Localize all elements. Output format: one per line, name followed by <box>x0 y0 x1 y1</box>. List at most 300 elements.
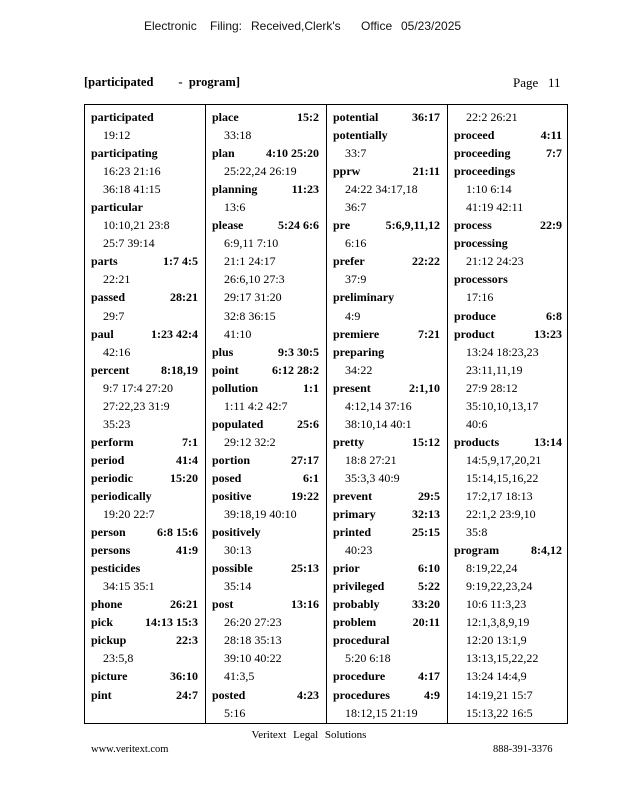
index-entry <box>333 343 447 379</box>
index-page-refs: 25:6 <box>297 416 319 431</box>
index-page-refs: 32:13 <box>412 507 440 522</box>
index-entry <box>454 270 569 306</box>
index-page-refs: 2:1,10 <box>409 380 440 395</box>
index-page-refs: 15:13,22 16:5 <box>466 705 533 720</box>
index-page-refs: 26:20 27:23 <box>224 615 282 630</box>
index-term: probably <box>333 597 380 612</box>
index-term-line <box>91 433 205 451</box>
index-page-refs: 9:7 17:4 27:20 <box>103 380 174 395</box>
index-term: procedural <box>333 633 390 648</box>
index-term-line <box>333 613 447 631</box>
index-entry <box>212 379 326 415</box>
index-page-refs: 24:7 <box>176 687 198 702</box>
index-term: picture <box>91 669 128 684</box>
index-term-line <box>91 541 205 559</box>
index-entry <box>91 288 205 324</box>
index-page-refs: 21:12 24:23 <box>466 254 524 269</box>
index-entry <box>91 325 205 361</box>
index-entry <box>333 487 447 505</box>
index-page-refs: 1:1 <box>303 380 319 395</box>
index-term-line <box>91 361 205 379</box>
index-page-refs: 33:7 <box>345 146 367 161</box>
index-entry <box>333 559 447 577</box>
index-page-refs: 24:22 34:17,18 <box>345 182 418 197</box>
index-term-line <box>333 523 447 541</box>
index-page-refs: 4:11 <box>540 128 562 143</box>
page-number: Page 11 <box>513 75 561 90</box>
index-entry <box>333 379 447 433</box>
index-page-refs: 10:6 11:3,23 <box>466 597 527 612</box>
index-term: primary <box>333 507 376 522</box>
index-term: percent <box>91 362 130 377</box>
index-page-refs: 13:23 <box>534 326 562 341</box>
index-entry <box>212 180 326 216</box>
index-entry <box>212 469 326 487</box>
index-term: particular <box>91 200 143 215</box>
index-page-refs: 4:10 25:20 <box>266 146 319 161</box>
index-term: please <box>212 218 244 233</box>
index-entry <box>91 595 205 613</box>
index-page-refs: 4:9 <box>424 687 440 702</box>
index-term-line <box>454 234 569 252</box>
index-term-line <box>212 379 326 397</box>
index-page-refs: 22:3 <box>176 633 198 648</box>
index-page-refs: 29:7 <box>103 308 125 323</box>
filing-date: 05/23/2025 <box>401 19 462 33</box>
index-entry <box>91 523 205 541</box>
index-entry <box>212 523 326 559</box>
index-page-refs: 23:5,8 <box>103 651 134 666</box>
index-term: positive <box>212 488 252 503</box>
index-page-refs: 15:20 <box>170 470 198 485</box>
index-term-line <box>212 361 326 379</box>
index-entry <box>333 631 447 667</box>
index-term: pretty <box>333 434 365 449</box>
index-page-refs: 18:12,15 21:19 <box>345 705 418 720</box>
index-term-line <box>333 108 447 126</box>
index-page-refs: 36:10 <box>170 669 198 684</box>
index-term: procedure <box>333 669 386 684</box>
index-term-line <box>333 325 447 343</box>
index-term: premiere <box>333 326 380 341</box>
index-entry <box>333 686 447 722</box>
index-term: procedures <box>333 687 390 702</box>
index-page-refs: 38:10,14 40:1 <box>345 416 412 431</box>
index-page-refs: 6:8 <box>546 308 562 323</box>
index-term: processing <box>454 236 508 251</box>
index-term-line <box>454 216 569 234</box>
index-page-refs: 17:16 <box>466 290 494 305</box>
index-term-line <box>91 469 205 487</box>
index-term: positively <box>212 525 261 540</box>
index-term-line <box>212 451 326 469</box>
index-term-line <box>333 487 447 505</box>
index-entry <box>212 559 326 595</box>
index-term-line <box>212 559 326 577</box>
index-term-line <box>212 144 326 162</box>
index-page-refs: 7:21 <box>418 326 440 341</box>
index-term-line <box>333 686 447 704</box>
index-entry <box>212 686 326 722</box>
index-page-refs: 14:13 15:3 <box>145 615 198 630</box>
index-term-line <box>91 198 205 216</box>
index-page-refs: 5:22 <box>418 579 440 594</box>
index-page-refs: 1:23 42:4 <box>151 326 198 341</box>
index-page-refs: 27:17 <box>291 452 319 467</box>
index-page-refs: 36:18 41:15 <box>103 182 161 197</box>
index-term: perform <box>91 434 134 449</box>
index-term-line <box>91 487 205 505</box>
index-entry <box>91 613 205 631</box>
index-page-refs: 22:9 <box>540 218 562 233</box>
index-page-refs: 7:7 <box>546 146 562 161</box>
index-entry <box>333 577 447 595</box>
index-entry <box>333 252 447 288</box>
index-page-refs: 42:16 <box>103 344 131 359</box>
index-page-refs: 39:10 40:22 <box>224 651 282 666</box>
index-page-refs: 19:22 <box>291 488 319 503</box>
index-entry <box>454 541 569 721</box>
index-entry <box>91 198 205 252</box>
index-page-refs: 11:23 <box>291 182 319 197</box>
index-page-refs: 35:3,3 40:9 <box>345 470 400 485</box>
index-page-refs: 32:8 36:15 <box>224 308 276 323</box>
index-term: pint <box>91 687 112 702</box>
index-page-refs: 41:3,5 <box>224 669 255 684</box>
index-entry <box>212 415 326 451</box>
index-page-refs: 4:9 <box>345 308 361 323</box>
index-term: person <box>91 525 126 540</box>
index-entry <box>454 108 569 126</box>
index-entry <box>454 216 569 234</box>
index-term: potential <box>333 110 379 124</box>
index-entry <box>91 252 205 288</box>
index-page-refs: 5:20 6:18 <box>345 651 391 666</box>
index-term: plus <box>212 344 234 359</box>
index-page-refs: 14:19,21 15:7 <box>466 687 533 702</box>
index-page-refs: 5:16 <box>224 705 246 720</box>
index-page-refs: 41:19 42:11 <box>466 200 524 215</box>
index-page-refs: 1:7 4:5 <box>163 254 198 269</box>
index-page-refs: 4:12,14 37:16 <box>345 398 412 413</box>
index-term-line <box>91 252 205 270</box>
index-page-refs: 26:6,10 27:3 <box>224 272 285 287</box>
index-entry <box>454 433 569 541</box>
index-term: plan <box>212 146 235 161</box>
index-page-refs: 18:8 27:21 <box>345 452 397 467</box>
index-entry <box>212 216 326 342</box>
index-page-refs: 23:11,11,19 <box>466 362 523 377</box>
index-page-refs: 35:23 <box>103 416 131 431</box>
index-term-line <box>212 180 326 198</box>
index-page-refs: 13:24 18:23,23 <box>466 344 539 359</box>
index-page-refs: 28:18 35:13 <box>224 633 282 648</box>
index-entry <box>454 162 569 216</box>
index-page-refs: 25:15 <box>412 525 440 540</box>
index-term-line <box>333 343 447 361</box>
index-term: potentially <box>333 128 388 143</box>
index-term: period <box>91 452 125 467</box>
index-term-line <box>454 126 569 144</box>
index-term: populated <box>212 416 264 431</box>
index-term-line <box>454 162 569 180</box>
index-entry <box>91 108 205 144</box>
index-term: pprw <box>333 164 361 179</box>
index-term: pollution <box>212 380 259 395</box>
index-term: post <box>212 597 234 612</box>
index-term-line <box>333 216 447 234</box>
index-page-refs: 20:11 <box>412 615 440 630</box>
index-term: preliminary <box>333 290 395 305</box>
index-page-refs: 7:1 <box>182 434 198 449</box>
index-term: proceedings <box>454 164 516 179</box>
index-entry <box>454 144 569 162</box>
index-entry <box>454 126 569 144</box>
index-entry <box>91 631 205 667</box>
index-term-line <box>91 667 205 685</box>
index-term-line <box>91 451 205 469</box>
index-term-line <box>333 162 447 180</box>
index-term: program <box>454 543 500 558</box>
index-page-refs: 40:6 <box>466 416 488 431</box>
footer-phone: 888-391-3376 <box>493 744 553 755</box>
index-term-line <box>454 325 569 343</box>
index-term-line <box>454 433 569 451</box>
index-page-refs: 13:6 <box>224 200 246 215</box>
index-term: pick <box>91 615 114 630</box>
index-term: planning <box>212 182 258 197</box>
index-term: possible <box>212 561 253 576</box>
index-term: portion <box>212 452 251 467</box>
index-page-refs: 29:17 31:20 <box>224 290 282 305</box>
index-term: periodic <box>91 470 133 485</box>
index-term: produce <box>454 308 496 323</box>
index-page-refs: 36:17 <box>412 110 440 124</box>
index-page-refs: 41:9 <box>176 543 198 558</box>
index-term-line <box>333 577 447 595</box>
index-entry <box>333 162 447 216</box>
index-entry <box>454 325 569 433</box>
index-term: pesticides <box>91 561 141 576</box>
index-term: prevent <box>333 488 373 503</box>
index-entry <box>91 451 205 469</box>
index-term-line <box>91 144 205 162</box>
index-entry <box>212 108 326 144</box>
index-term-line <box>333 288 447 306</box>
index-term: posed <box>212 470 242 485</box>
filing-word-electronic: Electronic <box>144 19 197 33</box>
index-term-line <box>91 559 205 577</box>
index-term: present <box>333 380 371 395</box>
index-term-line <box>91 108 205 126</box>
index-page-refs: 22:21 <box>103 272 131 287</box>
index-page-refs: 35:10,10,13,17 <box>466 398 539 413</box>
index-column-1 <box>85 105 206 723</box>
index-entry <box>333 108 447 126</box>
index-page-refs: 33:18 <box>224 128 252 143</box>
index-term-line <box>454 144 569 162</box>
index-page-refs: 6:1 <box>303 470 319 485</box>
index-entry <box>212 343 326 361</box>
index-column-4 <box>448 105 569 723</box>
index-entry <box>91 361 205 433</box>
index-entry <box>91 433 205 451</box>
index-term: prefer <box>333 254 365 269</box>
index-page-refs: 14:5,9,17,20,21 <box>466 452 542 467</box>
index-page-refs: 16:23 21:16 <box>103 164 161 179</box>
index-page-refs: 34:15 35:1 <box>103 579 155 594</box>
footer-website: www.veritext.com <box>91 744 169 755</box>
index-page-refs: 39:18,19 40:10 <box>224 507 297 522</box>
index-term: proceeding <box>454 146 511 161</box>
index-entry <box>91 686 205 704</box>
index-page-refs: 9:19,22,23,24 <box>466 579 533 594</box>
index-term-line <box>91 613 205 631</box>
index-page-refs: 25:7 39:14 <box>103 236 155 251</box>
word-index-table <box>84 104 568 724</box>
index-entry <box>91 487 205 523</box>
index-page-refs: 27:22,23 31:9 <box>103 398 170 413</box>
index-page-refs: 35:8 <box>466 525 488 540</box>
index-page-refs: 13:14 <box>534 434 562 449</box>
index-page-refs: 13:16 <box>291 597 319 612</box>
index-term-line <box>212 523 326 541</box>
index-term: pre <box>333 218 351 233</box>
index-term: pickup <box>91 633 127 648</box>
index-entry <box>333 288 447 324</box>
index-term-line <box>333 595 447 613</box>
index-page-refs: 15:12 <box>412 434 440 449</box>
index-term-line <box>333 379 447 397</box>
index-entry <box>333 433 447 487</box>
index-page-refs: 4:23 <box>297 687 319 702</box>
index-term-line <box>333 667 447 685</box>
index-entry <box>333 523 447 559</box>
footer-agency: Veritext Legal Solutions <box>251 729 367 741</box>
index-page-refs: 41:4 <box>176 452 198 467</box>
index-page-refs: 37:9 <box>345 272 367 287</box>
index-entry <box>333 216 447 252</box>
index-term-line <box>454 541 569 559</box>
index-term: proceed <box>454 128 495 143</box>
index-entry <box>333 325 447 343</box>
index-page-refs: 13:13,15,22,22 <box>466 651 539 666</box>
index-entry <box>454 234 569 270</box>
index-page-refs: 8:4,12 <box>531 543 562 558</box>
index-entry <box>91 559 205 595</box>
index-term-line <box>91 686 205 704</box>
index-term-line <box>454 270 569 288</box>
index-entry <box>212 144 326 180</box>
index-entry <box>91 144 205 198</box>
index-page-refs: 12:20 13:1,9 <box>466 633 527 648</box>
index-term: product <box>454 326 495 341</box>
index-page-refs: 6:9,11 7:10 <box>224 236 279 251</box>
index-term-line <box>91 631 205 649</box>
index-page-refs: 6:8 15:6 <box>157 525 198 540</box>
index-page-refs: 15:2 <box>297 110 319 124</box>
index-page-refs: 4:17 <box>418 669 440 684</box>
index-page-refs: 40:23 <box>345 543 373 558</box>
index-page-refs: 30:13 <box>224 543 252 558</box>
index-term-line <box>91 523 205 541</box>
index-page-refs: 29:12 32:2 <box>224 434 276 449</box>
index-entry <box>212 361 326 379</box>
index-page-refs: 35:14 <box>224 579 252 594</box>
index-term: paul <box>91 326 114 341</box>
index-page-refs: 36:7 <box>345 200 367 215</box>
index-term-line <box>333 505 447 523</box>
index-term: processors <box>454 272 508 287</box>
index-range-header: [participated - program] <box>84 75 240 89</box>
filing-word-filing: Filing: <box>210 19 243 33</box>
index-entry <box>333 667 447 685</box>
index-page-refs: 6:12 28:2 <box>272 362 319 377</box>
index-page-refs: 25:13 <box>291 561 319 576</box>
index-page-refs: 1:10 6:14 <box>466 182 512 197</box>
index-page-refs: 9:3 30:5 <box>278 344 319 359</box>
index-page-refs: 6:16 <box>345 236 367 251</box>
index-page-refs: 6:10 <box>418 561 440 576</box>
index-page-refs: 22:2 26:21 <box>466 110 518 124</box>
index-page-refs: 21:1 24:17 <box>224 254 276 269</box>
index-page-refs: 17:2,17 18:13 <box>466 488 533 503</box>
index-term: prior <box>333 561 360 576</box>
index-term-line <box>333 126 447 144</box>
index-term: privileged <box>333 579 385 594</box>
index-term-line <box>333 433 447 451</box>
index-term-line <box>454 307 569 325</box>
index-term: parts <box>91 254 118 269</box>
index-page-refs: 25:22,24 26:19 <box>224 164 297 179</box>
index-term-line <box>333 252 447 270</box>
index-page-refs: 10:10,21 23:8 <box>103 218 170 233</box>
index-page-refs: 15:14,15,16,22 <box>466 470 539 485</box>
index-page-refs: 21:11 <box>412 164 440 179</box>
index-term: phone <box>91 597 123 612</box>
index-entry <box>91 541 205 559</box>
index-page-refs: 12:1,3,8,9,19 <box>466 615 530 630</box>
index-term-line <box>333 631 447 649</box>
index-term: participated <box>91 110 154 124</box>
index-term: problem <box>333 615 377 630</box>
index-page-refs: 8:18,19 <box>161 362 198 377</box>
index-entry <box>212 595 326 685</box>
index-term-line <box>212 415 326 433</box>
index-term-line <box>212 469 326 487</box>
index-term-line <box>212 487 326 505</box>
index-column-3 <box>327 105 448 723</box>
index-entry <box>333 126 447 162</box>
index-page-refs: 27:9 28:12 <box>466 380 518 395</box>
index-term: posted <box>212 687 246 702</box>
filing-word-office: Office <box>361 19 393 33</box>
index-page-refs: 29:5 <box>418 488 440 503</box>
index-term-line <box>212 216 326 234</box>
index-page-refs: 1:11 4:2 42:7 <box>224 398 288 413</box>
index-term-line <box>212 595 326 613</box>
index-entry <box>91 667 205 685</box>
index-entry <box>212 487 326 523</box>
index-term-line <box>91 595 205 613</box>
index-page-refs: 28:21 <box>170 290 198 305</box>
index-term-line <box>91 325 205 343</box>
index-term: persons <box>91 543 131 558</box>
index-term: participating <box>91 146 158 161</box>
index-term: place <box>212 110 239 124</box>
index-page-refs: 33:20 <box>412 597 440 612</box>
index-page-refs: 22:22 <box>412 254 440 269</box>
